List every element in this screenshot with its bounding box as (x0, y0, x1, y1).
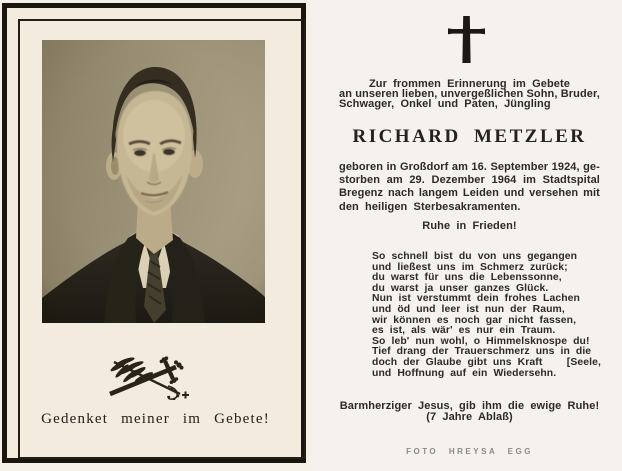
memorial-poem (372, 252, 601, 379)
front-caption: Gedenket meiner im Gebete! (41, 411, 270, 427)
poem-line: Nun ist verstummt dein frohes Lachen (372, 293, 580, 305)
obituary-line: Bregenz nach langem Leiden und versehen mit (339, 187, 600, 200)
poem-line: und Hoffnung auf ein Wiedersehn. (372, 367, 557, 379)
intro-text (339, 79, 600, 109)
crucifix-palm-ornament (102, 356, 198, 400)
obituary-text (339, 161, 600, 214)
portrait-illustration (42, 40, 265, 323)
poem-line: und öd und leer ist nun der Raum, (372, 303, 565, 315)
portrait-photo (42, 40, 265, 323)
rest-in-peace: Ruhe in Frieden! (422, 220, 517, 232)
poem-line: du warst für uns die Lebenssonne, (372, 272, 562, 284)
poem-line: du warst ja unser ganzes Glück. (372, 282, 549, 294)
intro-line: Zur frommen Erinnerung im Gebete (368, 78, 570, 90)
poem-line: Tief drang der Trauerschmerz uns in die (372, 346, 592, 358)
prayer-line: Barmherziger Jesus, gib ihm die ewige Ruhe! (339, 400, 600, 412)
obituary-line: storben am 29. Dezember 1964 im Stadtspital (339, 174, 600, 187)
poem-turnover-word: [Seele, (566, 356, 601, 368)
poem-line: und ließest uns im Schmerz zurück; (372, 261, 568, 273)
intro-line: Schwager, Onkel und Paten, Jüngling (339, 98, 551, 110)
poem-line: wir können es noch gar nicht fassen, (372, 314, 577, 326)
poem-line (372, 358, 601, 369)
poem-line: So schnell bist du von uns gegangen (372, 251, 578, 262)
deceased-name: RICHARD METZLER (352, 126, 587, 147)
memorial-card-back (311, 0, 622, 471)
poem-line: So leb' nun wohl, o Himmelsknospe du! (372, 335, 590, 347)
closing-prayer (339, 401, 600, 424)
poem-line-text: doch der Glaube gibt uns Kraft (372, 356, 543, 368)
latin-cross-icon (448, 16, 485, 63)
obituary-line: geboren in Großdorf am 16. September 1924, ge- (339, 161, 600, 173)
photographer-credit: FOTO HREYSA EGG (406, 447, 533, 456)
poem-line: es ist, als wär' es nur ein Traum. (372, 325, 556, 337)
intro-line: an unseren lieben, unvergeßlichen Sohn, Bruder, (339, 88, 600, 100)
obituary-line: den heiligen Sterbesakramenten. (339, 200, 521, 213)
indulgence-note: (7 Jahre Ablaß) (426, 411, 513, 424)
